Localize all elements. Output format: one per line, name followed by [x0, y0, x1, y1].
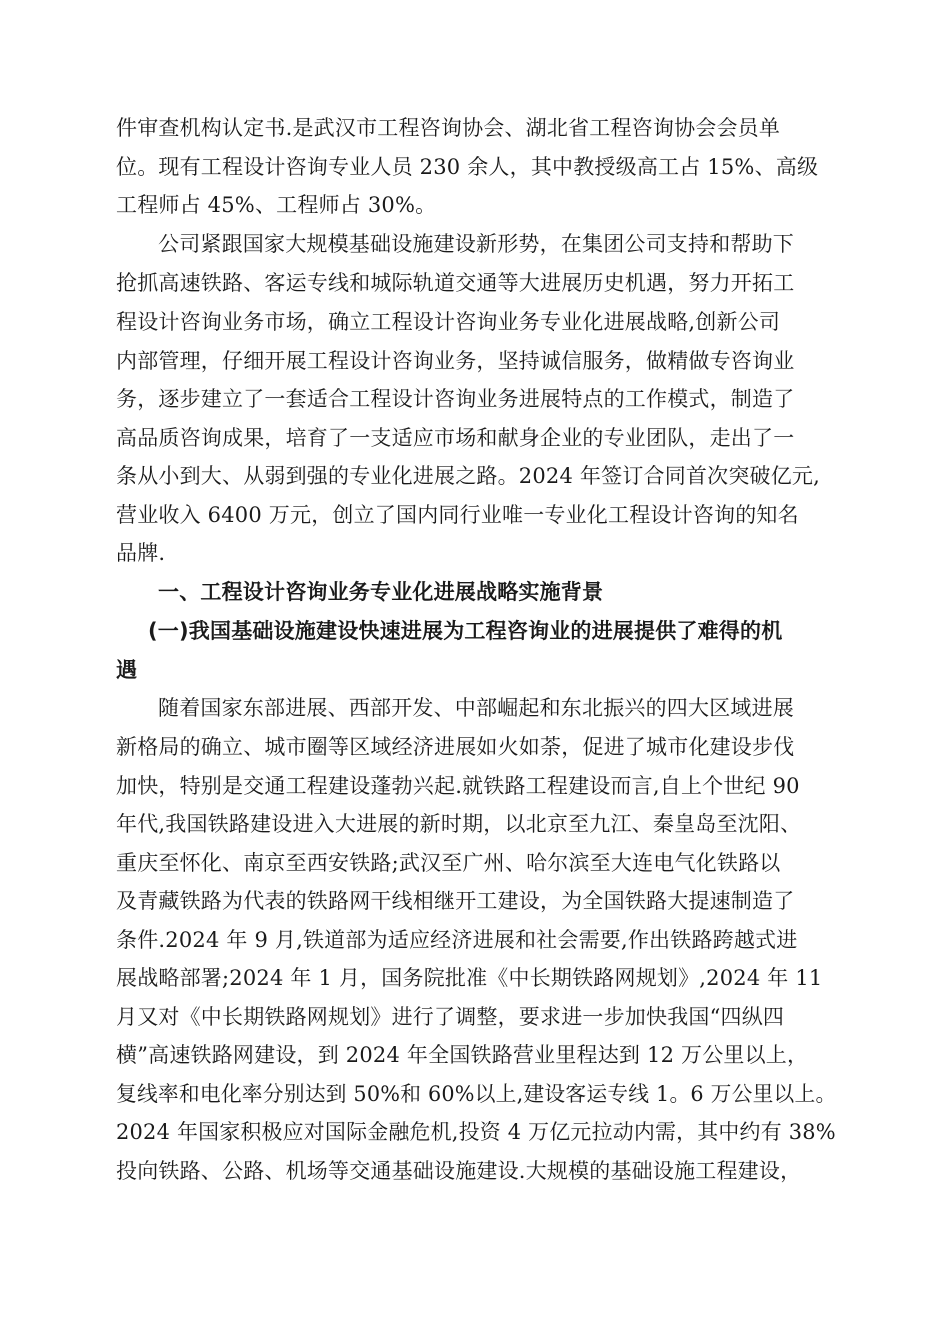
- intro-line: 件审查机构认定书.是武汉市工程咨询协会、湖北省工程咨询协会会员单: [116, 116, 781, 140]
- body-line: 横”高速铁路网建设，到 2024 年全国铁路营业里程达到 12 万公里以上，: [116, 1043, 809, 1067]
- body-line: 新格局的确立、城市圈等区域经济进展如火如荼，促进了城市化建设步伐: [116, 735, 795, 759]
- body-line: 展战略部署;2024 年 1 月，国务院批准《中长期铁路网规划》,2024 年 11: [116, 966, 823, 990]
- intro-line: 工程师占 45%、工程师占 30%。: [116, 193, 437, 217]
- body-line: 程设计咨询业务市场，确立工程设计咨询业务专业化进展战略,创新公司: [116, 310, 781, 334]
- body-line: 抢抓高速铁路、客运专线和城际轨道交通等大进展历史机遇，努力开拓工: [116, 271, 795, 295]
- subsection-heading: 遇: [116, 658, 138, 682]
- body-line: 条从小到大、从弱到强的专业化进展之路。2024 年签订合同首次突破亿元,: [116, 464, 820, 488]
- intro-line: 位。现有工程设计咨询专业人员 230 余人，其中教授级高工占 15%、高级: [116, 155, 819, 179]
- body-line: 及青藏铁路为代表的铁路网干线相继开工建设，为全国铁路大提速制造了: [116, 889, 795, 913]
- body-line: 高品质咨询成果，培育了一支适应市场和献身企业的专业团队，走出了一: [116, 426, 795, 450]
- body-line: 条件.2024 年 9 月,铁道部为适应经济进展和社会需要,作出铁路跨越式进: [116, 928, 798, 952]
- body-line: 品牌.: [116, 541, 166, 565]
- body-line: 2024 年国家积极应对国际金融危机,投资 4 万亿元拉动内需，其中约有 38%: [116, 1120, 836, 1144]
- subsection-heading: (一)我国基础设施建设快速进展为工程咨询业的进展提供了难得的机: [148, 619, 783, 643]
- body-line: 务，逐步建立了一套适合工程设计咨询业务进展特点的工作模式，制造了: [116, 387, 795, 411]
- body-line: 内部管理，仔细开展工程设计咨询业务，坚持诚信服务，做精做专咨询业: [116, 349, 795, 373]
- body-line: 营业收入 6400 万元，创立了国内同行业唯一专业化工程设计咨询的知名: [116, 503, 799, 527]
- body-line: 随着国家东部进展、西部开发、中部崛起和东北振兴的四大区域进展: [158, 696, 794, 720]
- body-line: 公司紧跟国家大规模基础设施建设新形势，在集团公司支持和帮助下: [158, 232, 794, 256]
- body-line: 年代,我国铁路建设进入大进展的新时期，以北京至九江、秦皇岛至沈阳、: [116, 812, 802, 836]
- body-line: 复线率和电化率分别达到 50%和 60%以上,建设客运专线 1。6 万公里以上。: [116, 1082, 837, 1106]
- section-heading: 一、工程设计咨询业务专业化进展战略实施背景: [158, 580, 604, 604]
- body-line: 投向铁路、公路、机场等交通基础设施建设.大规模的基础设施工程建设，: [116, 1159, 802, 1183]
- body-line: 月又对《中长期铁路网规划》进行了调整，要求进一步加快我国“四纵四: [116, 1005, 785, 1029]
- body-line: 重庆至怀化、南京至西安铁路;武汉至广州、哈尔滨至大连电气化铁路以: [116, 851, 781, 875]
- body-line: 加快，特别是交通工程建设蓬勃兴起.就铁路工程建设而言,自上个世纪 90: [116, 774, 800, 798]
